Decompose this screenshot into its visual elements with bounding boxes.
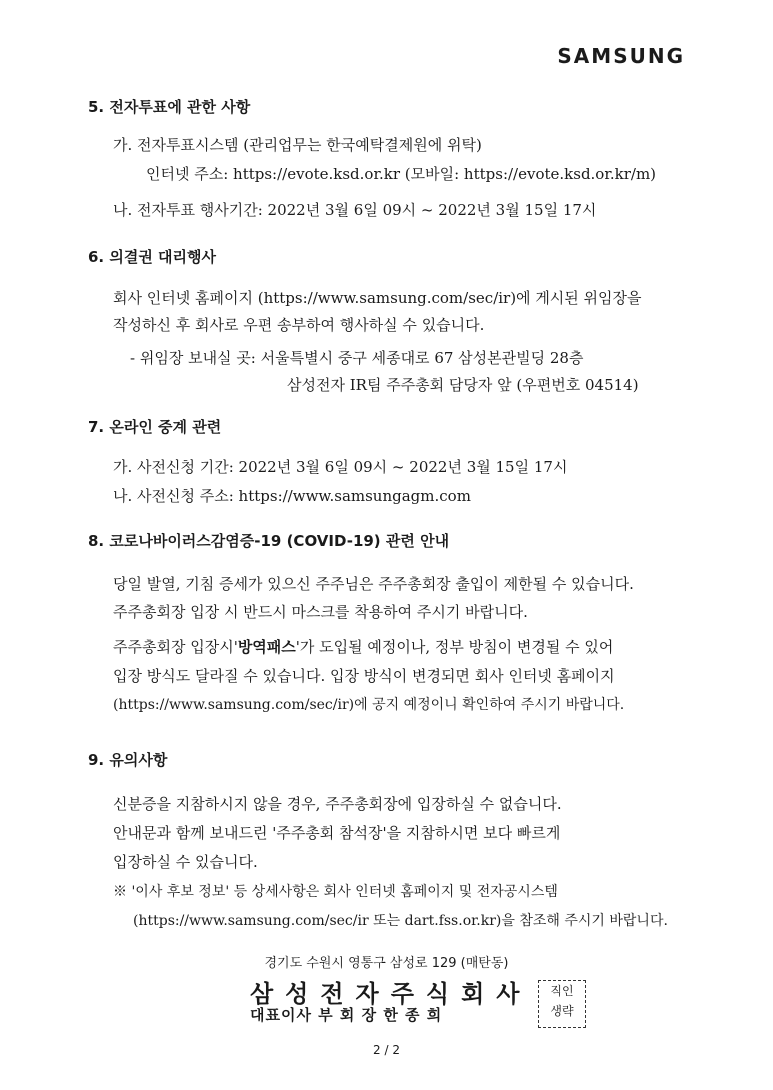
section-8-para-5: (https://www.samsung.com/sec/ir)에 공지 예정이니 확인하여 주시기 바랍니다. [113, 697, 625, 713]
section-9-note-1: ※ '이사 후보 정보' 등 상세사항은 회사 인터넷 홈페이지 및 전자공시스템 [113, 884, 558, 900]
page-number: 2 / 2 [373, 1043, 400, 1057]
samsung-logo: SAMSUNG [557, 44, 685, 68]
representative: 대표이사 부 회 장 한 종 희 [250, 1006, 443, 1024]
section-7-item-b: 나. 사전신청 주소: https://www.samsungagm.com [113, 487, 471, 505]
section-8-para-1: 당일 발열, 기침 증세가 있으신 주주님은 주주총회장 출입이 제한될 수 있습니다. [113, 575, 634, 593]
company-name: 삼성전자주식회사 [250, 980, 532, 1008]
section-8-para-3 [113, 636, 613, 657]
section-6-address-2: 삼성전자 IR팀 주주총회 담당자 앞 (우편번호 04514) [287, 376, 639, 394]
section-9-para-3: 입장하실 수 있습니다. [113, 853, 258, 871]
section-6-address-1: - 위임장 보내실 곳: 서울특별시 중구 세종대로 67 삼성본관빌딩 28층 [130, 349, 584, 367]
section-7-title: 7. 온라인 중계 관련 [88, 418, 222, 436]
section-8-title: 8. 코로나바이러스감염증-19 (COVID-19) 관련 안내 [88, 532, 450, 550]
section-9-note-2: (https://www.samsung.com/sec/ir 또는 dart.fss.or.kr)을 참조해 주시기 바랍니다. [133, 913, 668, 929]
section-9-para-1: 신분증을 지참하시지 않을 경우, 주주총회장에 입장하실 수 없습니다. [113, 795, 562, 813]
section-5-title: 5. 전자투표에 관한 사항 [88, 98, 251, 116]
section-5-url: 인터넷 주소: https://evote.ksd.or.kr (모바일: https://evote.ksd.or.kr/m) [146, 165, 657, 183]
section-8-para-3-bold: 방역패스 [237, 638, 296, 656]
section-8-para-2: 주주총회장 입장 시 반드시 마스크를 착용하여 주시기 바랍니다. [113, 603, 528, 621]
section-8-para-3-post: '가 도입될 예정이나, 정부 방침이 변경될 수 있어 [295, 638, 614, 656]
section-5-item-a: 가. 전자투표시스템 (관리업무는 한국예탁결제원에 위탁) [113, 136, 482, 154]
section-8-para-3-pre: 주주총회장 입장시' [113, 638, 238, 656]
section-9-para-2: 안내문과 함께 보내드린 '주주총회 참석장'을 지참하시면 보다 빠르게 [113, 824, 561, 842]
stamp-line-2: 생략 [550, 1004, 574, 1018]
section-9-title: 9. 유의사항 [88, 751, 168, 769]
section-6-para-2: 작성하신 후 회사로 우편 송부하여 행사하실 수 있습니다. [113, 316, 485, 334]
stamp-line-1: 직인 [550, 984, 574, 998]
seal-omitted-stamp [538, 980, 586, 1028]
section-7-item-a: 가. 사전신청 기간: 2022년 3월 6일 09시 ~ 2022년 3월 15일 17시 [113, 458, 568, 476]
section-6-title: 6. 의결권 대리행사 [88, 248, 217, 266]
section-5-item-b: 나. 전자투표 행사기간: 2022년 3월 6일 09시 ~ 2022년 3월 15일 17시 [113, 201, 597, 219]
section-6-para-1: 회사 인터넷 홈페이지 (https://www.samsung.com/sec/ir)에 게시된 위임장을 [113, 289, 642, 307]
footer-address: 경기도 수원시 영통구 삼성로 129 (매탄동) [264, 956, 509, 971]
section-8-para-4: 입장 방식도 달라질 수 있습니다. 입장 방식이 변경되면 회사 인터넷 홈페이지 [113, 667, 615, 685]
